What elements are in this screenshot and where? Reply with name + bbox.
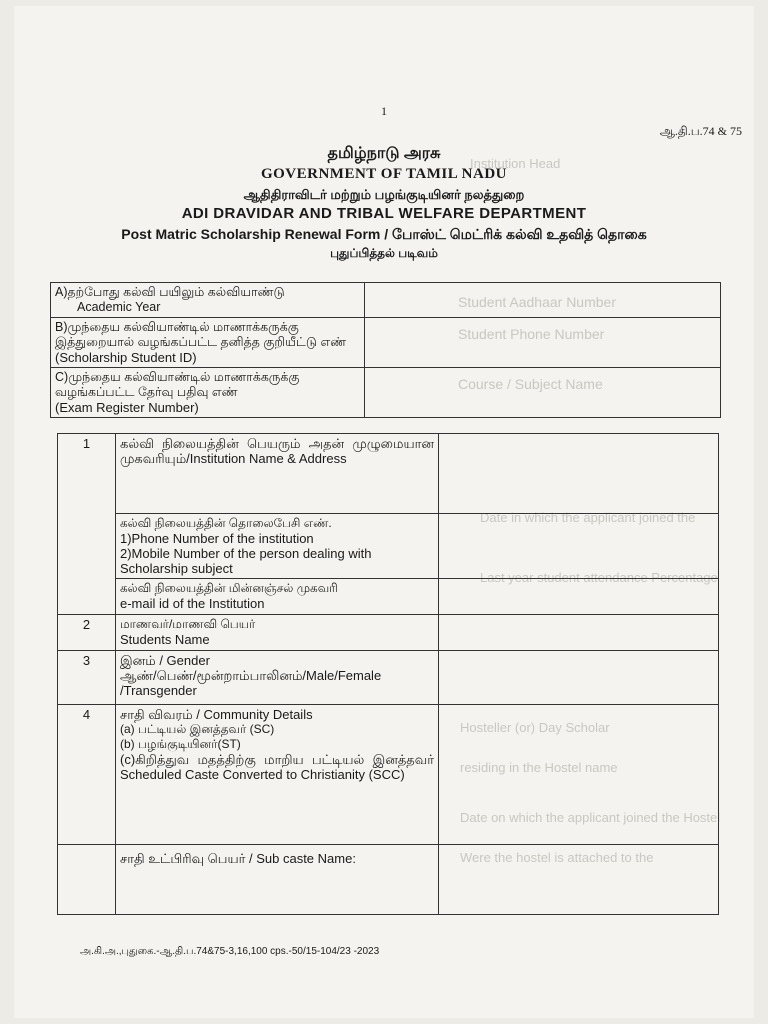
institution-phone-field[interactable] (439, 514, 719, 579)
page-number: 1 (381, 104, 387, 118)
dept-title-tamil: ஆதிதிராவிடர் மற்றும் பழங்குடியினர் நலத்துறை (243, 187, 525, 202)
section-a-table (50, 282, 721, 418)
community-field[interactable] (439, 705, 719, 845)
row-number-blank (58, 845, 116, 915)
form-title: Post Matric Scholarship Renewal Form / போஸ்ட் மெட்ரிக் கல்வி உதவித் தொகை (121, 226, 647, 242)
institution-name-field[interactable] (439, 434, 719, 514)
form-subtitle: புதுப்பித்தல் படிவம் (330, 246, 438, 260)
academic-year-label: A)தற்போது கல்வி பயிலும் கல்வியாண்டு Academic Year (51, 283, 365, 318)
student-name-label: மாணவர்/மாணவி பெயர் Students Name (116, 615, 439, 651)
row-number: 1 (58, 434, 116, 615)
row-number: 2 (58, 615, 116, 651)
academic-year-field[interactable] (365, 283, 721, 318)
dept-title-english: ADI DRAVIDAR AND TRIBAL WELFARE DEPARTMENT (181, 205, 587, 222)
subcaste-field[interactable] (439, 845, 719, 915)
gender-label: இனம் / Gender ஆண்/பெண்/மூன்றாம்பாலினம்/Male/Female /Transgender (116, 651, 439, 705)
print-footer: அ.கி.அ.,புதுகை.-ஆ.தி.ப.74&75-3,16,100 cps.-50/15-104/23 -2023 (80, 946, 380, 957)
institution-name-label: கல்வி நிலையத்தின் பெயரும் அதன் முழுமையான முகவரியும்/Institution Name & Address (116, 434, 439, 514)
student-name-field[interactable] (439, 615, 719, 651)
institution-email-label: கல்வி நிலையத்தின் மின்னஞ்சல் முகவரி e-mail id of the Institution (116, 579, 439, 615)
subcaste-label: சாதி உட்பிரிவு பெயர் / Sub caste Name: (116, 845, 439, 915)
exam-register-field[interactable] (365, 368, 721, 418)
scholarship-id-field[interactable] (365, 318, 721, 368)
section-b-table (57, 433, 719, 915)
gender-field[interactable] (439, 651, 719, 705)
gov-title-tamil: தமிழ்நாடு அரசு (327, 145, 441, 162)
scholarship-id-label: B)முந்தைய கல்வியாண்டில் மாணாக்கருக்கு இத்துறையால் வழங்கப்பட்ட தனித்த குறியீட்டு எண் (Scholarship Student ID) (51, 318, 365, 368)
community-label: சாதி விவரம் / Community Details (a) பட்டியல் இனத்தவர் (SC) (b) பழங்குடியினர்(ST) (c)கிறித்துவ மதத்திற்கு மாறிய பட்டியல் இனத்தவர் Scheduled Caste Converted to Christianity (SCC) (116, 705, 439, 845)
row-number: 4 (58, 705, 116, 845)
row-number: 3 (58, 651, 116, 705)
form-code: ஆ.தி.ப.74 & 75 (659, 124, 742, 138)
institution-email-field[interactable] (439, 579, 719, 615)
gov-title-english: GOVERNMENT OF TAMIL NADU (260, 166, 508, 182)
exam-register-label: C)முந்தைய கல்வியாண்டில் மாணாக்கருக்கு வழங்கப்பட்ட தேர்வு பதிவு எண் (Exam Register Number) (51, 368, 365, 418)
institution-phone-label: கல்வி நிலையத்தின் தொலைபேசி எண். 1)Phone Number of the institution 2)Mobile Number of the person dealing with Scholarship subject (116, 514, 439, 579)
